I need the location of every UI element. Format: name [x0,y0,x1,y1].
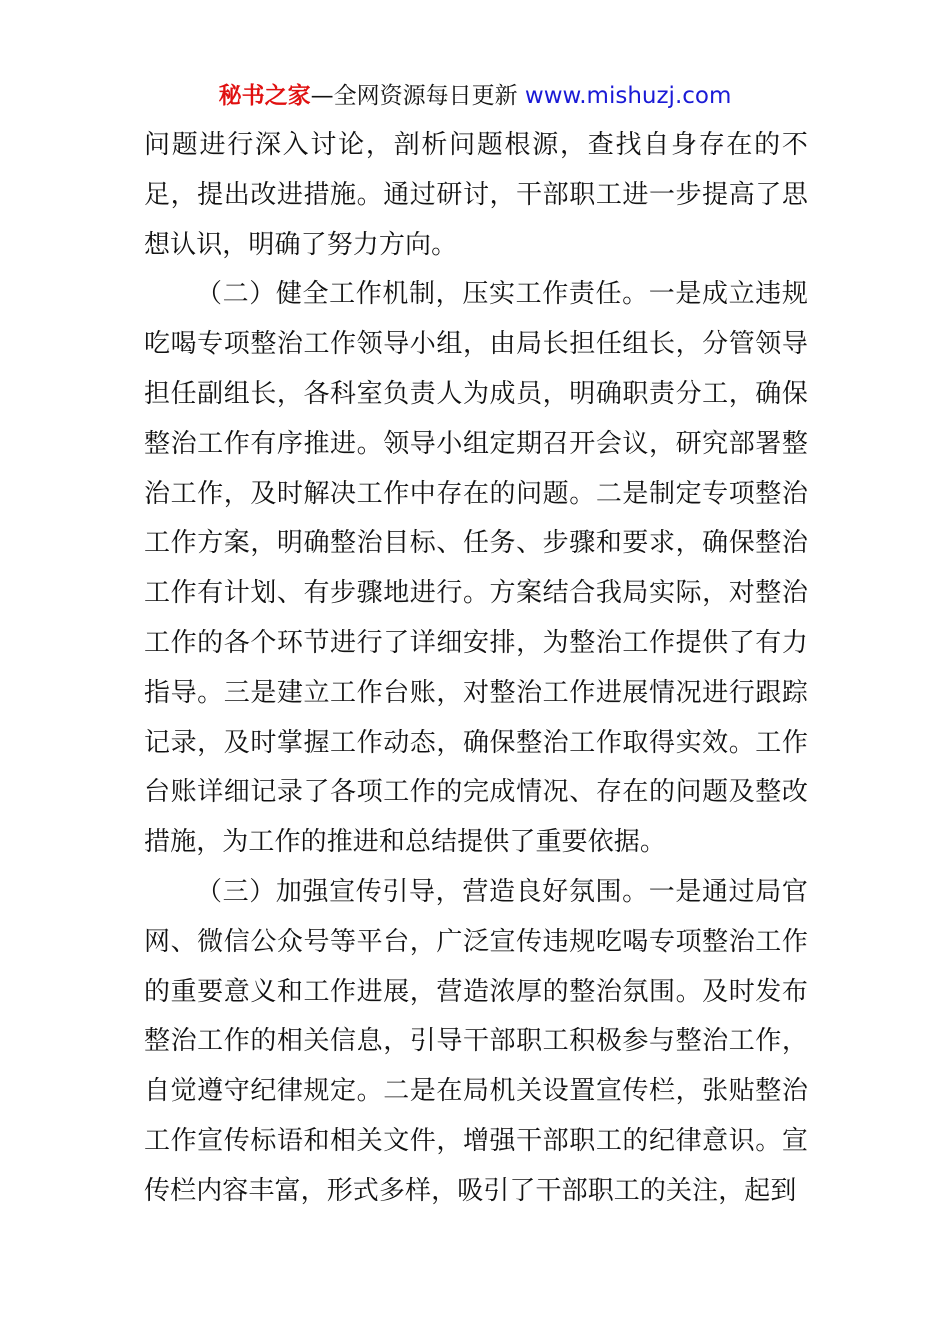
paragraph-section-2: （二）健全工作机制，压实工作责任。一是成立违规吃喝专项整治工作领导小组，由局长担任组长，分管领导担任副组长，各科室负责人为成员，明确职责分工，确保整治工作有序推进。领导小组定期召开会议，研究部署整治工作，及时解决工作中存在的问题。二是制定专项整治工作方案，明确整治目标、任务、步骤和要求，确保整治工作有计划、有步骤地进行。方案结合我局实际，对整治工作的各个环节进行了详细安排，为整治工作提供了有力指导。三是建立工作台账，对整治工作进展情况进行跟踪记录，及时掌握工作动态，确保整治工作取得实效。工作台账详细记录了各项工作的完成情况、存在的问题及整改措施，为工作的推进和总结提供了重要依据。 [144,279,808,858]
site-tagline: —全网资源每日更新 [310,83,518,109]
site-brand: 秘书之家 [218,83,311,109]
page-header [0,80,950,112]
paragraph-section-3: （三）加强宣传引导，营造良好氛围。一是通过局官网、微信公众号等平台，广泛宣传违规吃喝专项整治工作的重要意义和工作进展，营造浓厚的整治氛围。及时发布整治工作的相关信息，引导干部职工积极参与整治工作，自觉遵守纪律规定。二是在局机关设置宣传栏，张贴整治工作宣传标语和相关文件，增强干部职工的纪律意识。宣传栏内容丰富，形式多样，吸引了干部职工的关注，起到 [144,876,808,1206]
paragraph-continuation: 问题进行深入讨论，剖析问题根源，查找自身存在的不足，提出改进措施。通过研讨，干部职工进一步提高了思想认识，明确了努力方向。 [144,130,808,260]
document-body [144,121,808,1217]
site-url-link[interactable]: www.mishuzj.com [524,83,732,109]
